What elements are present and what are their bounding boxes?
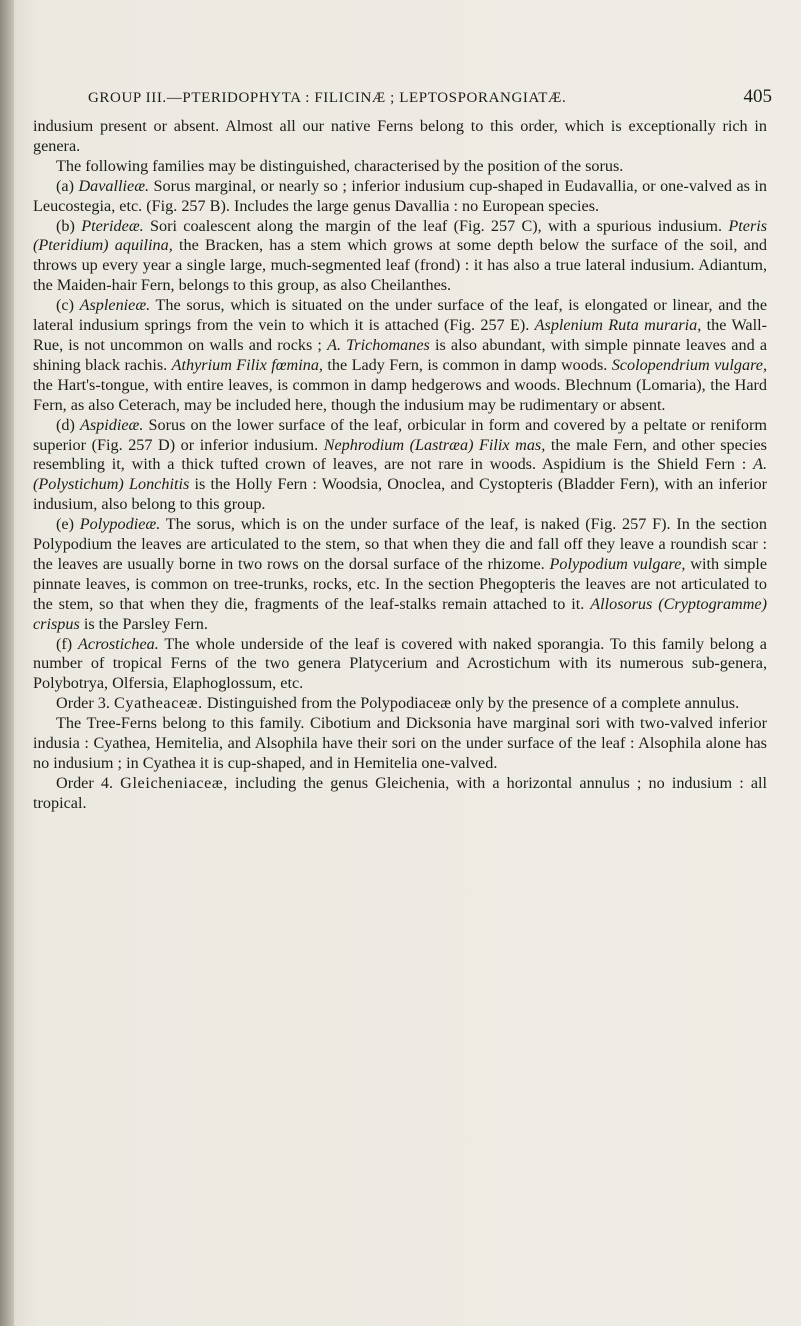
- text-run: Sorus marginal, or nearly so ; inferior indusium cup-shaped in Eudavallia, or one-valved as in Leucostegia, etc. (Fig. 257 B). Includes the large genus Davallia : no European species.: [33, 176, 768, 215]
- species-name: Asplenium Ruta muraria,: [534, 316, 702, 335]
- family-name: Davallieæ.: [78, 176, 150, 195]
- order-label: Order 3.: [56, 694, 110, 713]
- text-run: the Hart's-tongue, with entire leaves, is common in damp hedgerows and woods. Blechnum (Lomaria), the Hard Fern, as also Ceterach, may be included here, though the indusium may be rudimentary or absent.: [33, 375, 767, 414]
- paragraph-order-3: [33, 694, 767, 714]
- text-run: the Wall-Rue, is not uncommon on walls and rocks ;: [33, 316, 767, 354]
- species-name: Nephrodium (Lastræa) Filix mas,: [323, 435, 546, 454]
- species-name: A. (Polystichum) Lonchitis: [33, 455, 767, 494]
- text-run: The sorus, which is on the under surface of the leaf, is naked (Fig. 257 F). In the section Polypodium the leaves are articulated to the stem, so that when they die and fall off they leave a roundish scar : the leaves are usually borne in two rows on the dorsal surface of the rhizome.: [33, 515, 767, 573]
- order-label: Order 4.: [56, 773, 114, 792]
- text-run: is the Holly Fern : Woodsia, Onoclea, and Cystopteris (Bladder Fern), with an inferior indusium, also belong to this group.: [33, 475, 768, 514]
- page-number: 405: [743, 86, 772, 107]
- text-run: with simple pinnate leaves, is common on tree-trunks, rocks, etc. In the section Phegopteris the leaves are not articulated to the stem, so that when they die, fragments of the leaf-stalks remain attached to it.: [33, 554, 768, 613]
- item-label: (b): [56, 216, 75, 235]
- text-run: including the genus Gleichenia, with a horizontal annulus ; no indusium : all tropical.: [33, 773, 768, 812]
- species-name: Pteris (Pteridium) aquilina,: [33, 216, 768, 255]
- species-name: Scolopendrium vulgare,: [611, 355, 768, 374]
- order-name: Cyatheaceæ.: [113, 694, 203, 713]
- paragraph-tree-ferns: [33, 714, 767, 774]
- running-head: GROUP III.—PTERIDOPHYTA : FILICINÆ ; LEPTOSPORANGIATÆ.: [88, 90, 567, 106]
- species-name: Athyrium Filix fœmina,: [171, 355, 323, 374]
- text-run: the male Fern, and other species resembling it, with a thick tufted crown of leaves, are not rare in woods. Aspidium is the Shield Fern :: [33, 435, 767, 474]
- family-name: Aspidieæ.: [79, 415, 144, 434]
- family-name: Pterideæ.: [81, 216, 144, 235]
- text-run: is also abundant, with simple pinnate leaves and a shining black rachis.: [33, 335, 768, 374]
- species-name: A. Trichomanes: [327, 335, 430, 354]
- text-run: The following families may be distinguished, characterised by the position of the sorus.: [56, 156, 624, 175]
- paragraph-aspidieae: [33, 416, 767, 516]
- text-run: Sori coalescent along the margin of the leaf (Fig. 257 C), with a spurious indusium.: [150, 216, 723, 235]
- text-run: Sorus on the lower surface of the leaf, orbicular in form and covered by a peltate or reniform superior (Fig. 257 D) or inferior indusium.: [33, 415, 767, 454]
- text-run: the Bracken, has a stem which grows at some depth below the surface of the soil, and throws up every year a single large, much-segmented leaf (frond) : it has also a true lateral indusium. Adiantum, the Maiden-hair Fern, belongs to this group, as also Cheilanthes.: [33, 236, 768, 295]
- family-name: Acrostichea.: [78, 634, 159, 653]
- species-name: Polypodium vulgare,: [549, 554, 686, 573]
- paragraph-intro: [33, 117, 767, 157]
- paragraph-asplenieae: [33, 296, 767, 415]
- item-label: (c): [56, 296, 74, 315]
- text-run: The whole underside of the leaf is covered with naked sporangia. To this family belong a number of tropical Ferns of the two genera Platycerium and Acrostichum with its numerous sub-genera, Polybotrya, Olfersia, Elaphoglossum, etc.: [33, 634, 767, 693]
- species-name: Allosorus (Cryptogramme) crispus: [33, 594, 768, 633]
- text-run: The Tree-Ferns belong to this family. Cibotium and Dicksonia have marginal sori with two-valved inferior indusia : Cyathea, Hemitelia, and Alsophila have their sori on the under surface of the leaf : Alsophila alone has no indusium ; in Cyathea it is cup-shaped, and in Hemitelia one-valved.: [33, 714, 767, 772]
- paragraph-acrosticheae: [33, 635, 767, 695]
- text-run: The sorus, which is situated on the under surface of the leaf, is elongated or linear, and the lateral indusium springs from the vein to which it is attached (Fig. 257 E).: [33, 296, 768, 335]
- text-run: is the Parsley Fern.: [83, 614, 208, 633]
- book-spine-shadow: [0, 0, 14, 1326]
- family-name: Asplenieæ.: [79, 296, 151, 315]
- text-run: the Lady Fern, is common in damp woods.: [327, 355, 608, 374]
- body-text: [33, 117, 767, 814]
- text-run: indusium present or absent. Almost all our native Ferns belong to this order, which is exceptionally rich in genera.: [33, 117, 767, 155]
- text-run: Distinguished from the Polypodiaceæ only by the presence of a complete annulus.: [206, 694, 740, 713]
- paragraph-pterideae: [33, 217, 767, 297]
- page-header: [88, 86, 778, 112]
- order-name: Gleicheniaceæ,: [120, 773, 228, 792]
- item-label: (a): [56, 176, 74, 195]
- item-label: (f): [56, 634, 73, 653]
- family-name: Polypodieæ.: [79, 515, 161, 534]
- paragraph-polypodieae: [33, 515, 767, 634]
- paragraph-families: [33, 157, 767, 177]
- item-label: (e): [56, 515, 74, 534]
- paragraph-order-4: [33, 774, 767, 814]
- item-label: (d): [56, 415, 75, 434]
- paragraph-davallieae: [33, 177, 767, 217]
